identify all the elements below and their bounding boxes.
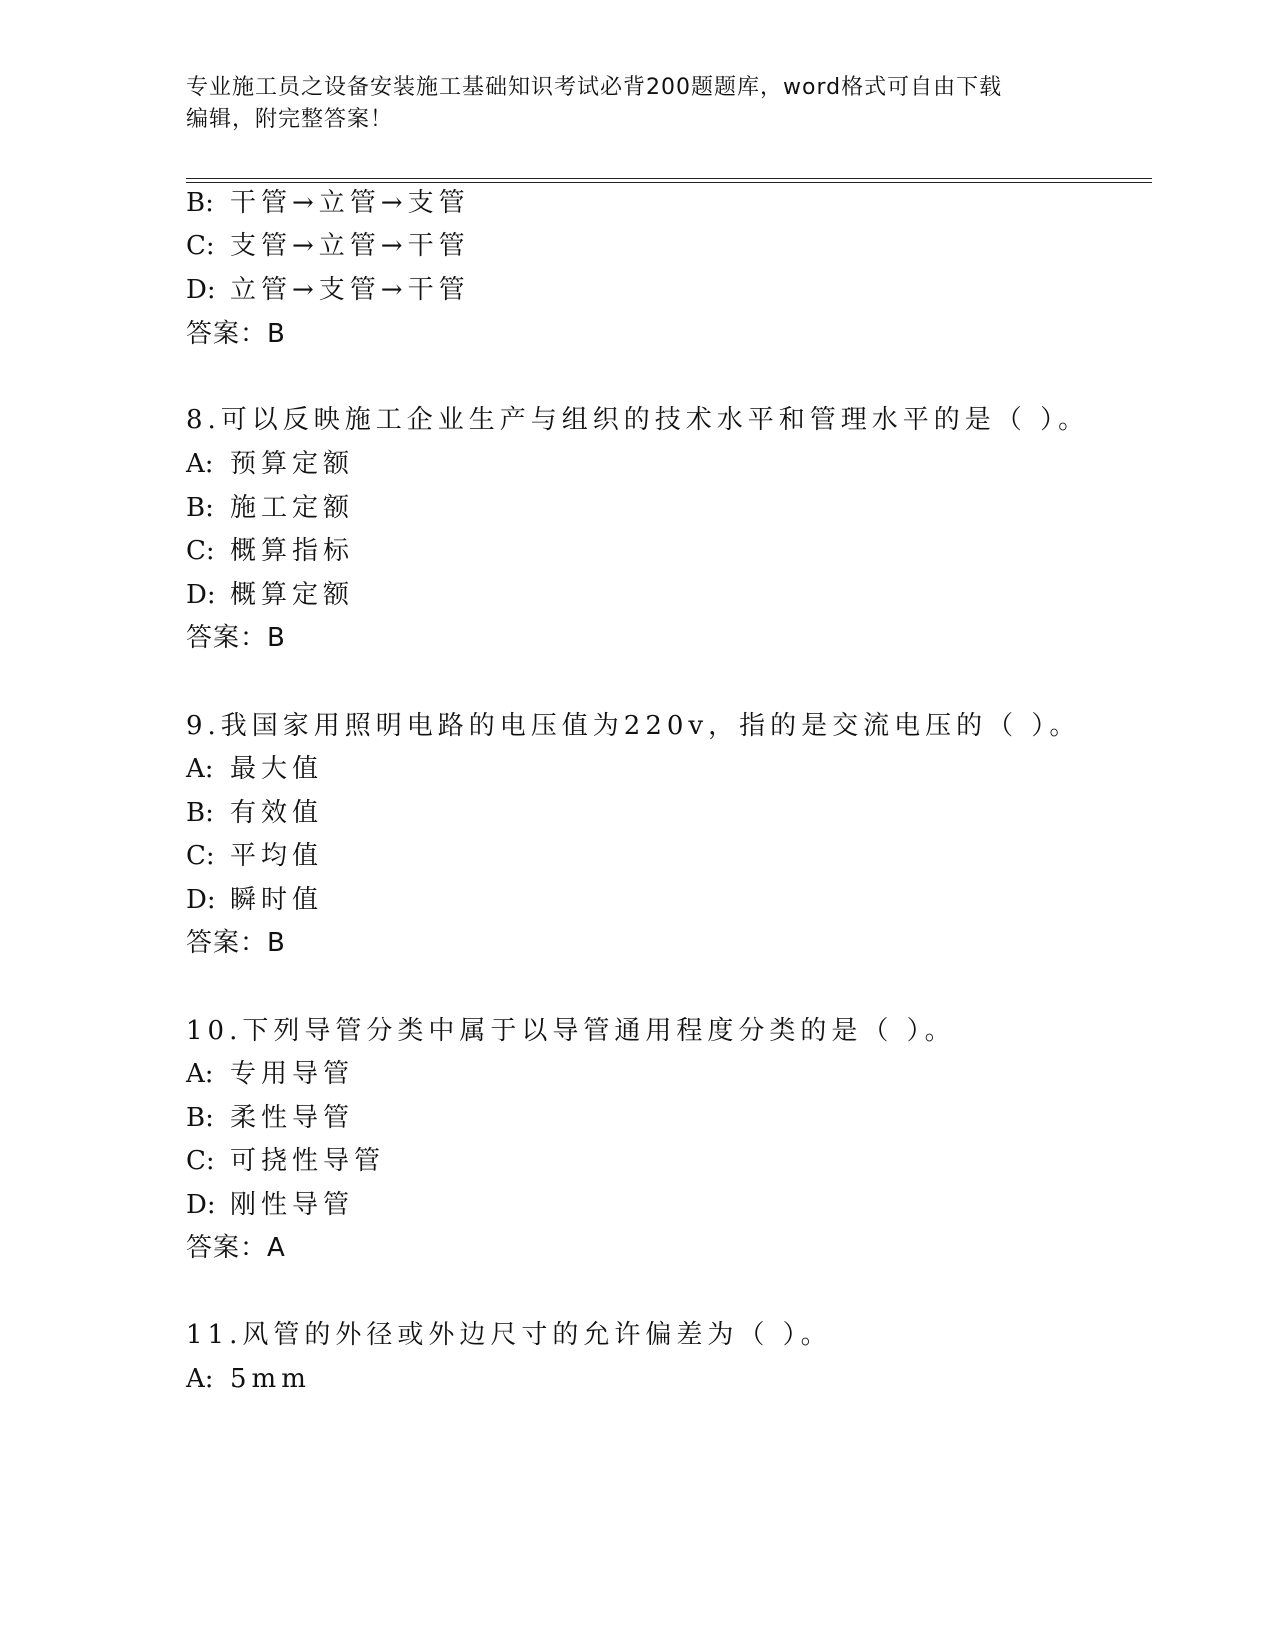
q7-answer: 答案：B xyxy=(186,319,286,349)
header-title-line2: 编辑，附完整答案！ xyxy=(186,107,394,132)
q7-option-c: C: 支管→立管→干管 xyxy=(186,231,470,261)
q9-option-a: A: 最大值 xyxy=(186,754,324,784)
q8-question-stem: 8.可以反映施工企业生产与组织的技术水平和管理水平的是（ ）。 xyxy=(186,405,1090,435)
q10-option-a: A: 专用导管 xyxy=(186,1059,355,1089)
q10-option-b: B: 柔性导管 xyxy=(186,1103,355,1133)
q8-option-a: A: 预算定额 xyxy=(186,449,355,479)
q8-option-d: D: 概算定额 xyxy=(186,580,355,610)
q9-question-stem: 9.我国家用照明电路的电压值为220v，指的是交流电压的（ ）。 xyxy=(186,711,1081,741)
q8-option-c: C: 概算指标 xyxy=(186,536,355,566)
q7-option-b: B: 干管→立管→支管 xyxy=(186,188,470,218)
q10-option-c: C: 可挠性导管 xyxy=(186,1146,386,1176)
q9-option-c: C: 平均值 xyxy=(186,841,324,871)
header-divider-bottom xyxy=(186,182,1152,183)
q10-option-d: D: 刚性导管 xyxy=(186,1190,355,1220)
q11-question-stem: 11.风管的外径或外边尺寸的允许偏差为（ ）。 xyxy=(186,1320,832,1350)
q11-option-a: A: 5mm xyxy=(186,1364,311,1394)
document-header xyxy=(186,72,1066,136)
q9-option-d: D: 瞬时值 xyxy=(186,885,324,915)
q9-answer: 答案：B xyxy=(186,928,286,958)
q10-question-stem: 10.下列导管分类中属于以导管通用程度分类的是（ ）。 xyxy=(186,1016,956,1046)
header-divider-top xyxy=(186,178,1152,179)
header-title-line1: 专业施工员之设备安装施工基础知识考试必背200题题库，word格式可自由下载 xyxy=(186,75,1003,100)
q9-option-b: B: 有效值 xyxy=(186,798,324,828)
q10-answer: 答案：A xyxy=(186,1233,286,1263)
q8-option-b: B: 施工定额 xyxy=(186,493,355,523)
q7-option-d: D: 立管→支管→干管 xyxy=(186,275,470,305)
q8-answer: 答案：B xyxy=(186,623,286,653)
